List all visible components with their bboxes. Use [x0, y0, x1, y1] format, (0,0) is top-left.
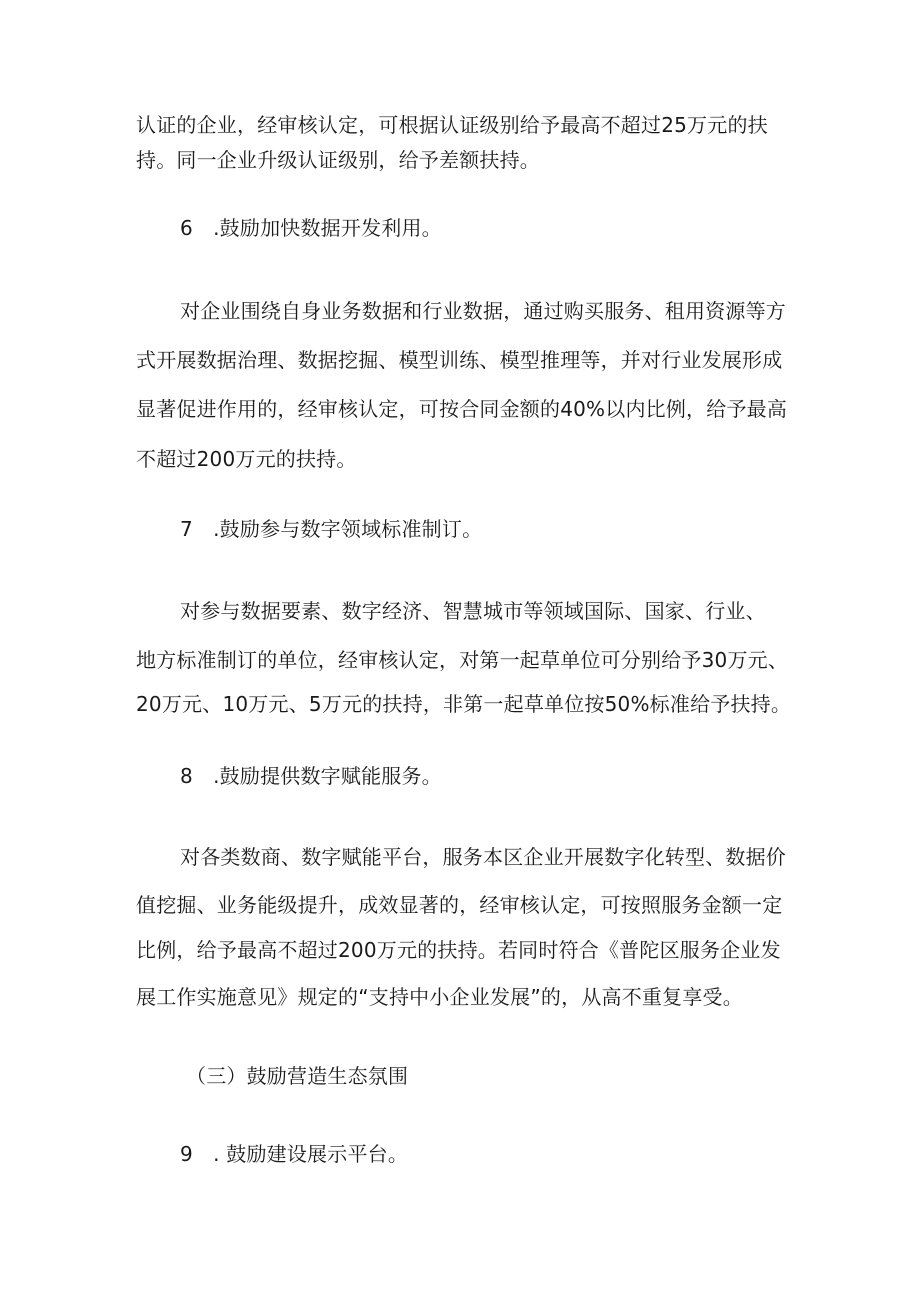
paragraph-line: 值挖掘、业务能级提升，成效显著的，经审核认定，可按照服务金额一定 [136, 893, 783, 917]
paragraph-line: 不超过200万元的扶持。 [136, 447, 357, 471]
paragraph-line: 对各类数商、数字赋能平台，服务本区企业开展数字化转型、数据价 [180, 845, 786, 869]
section-heading-7: 7 .鼓励参与数字领域标准制订。 [180, 517, 483, 541]
paragraph-line: 地方标准制订的单位，经审核认定，对第一起草单位可分别给予30万元、 [136, 648, 789, 672]
paragraph-line: 持。同一企业升级认证级别，给予差额扶持。 [136, 148, 540, 172]
paragraph-line: 20万元、10万元、5万元的扶持，非第一起草单位按50%标准给予扶持。 [136, 692, 792, 716]
paragraph-line: 式开展数据治理、数据挖掘、模型训练、模型推理等，并对行业发展形成 [136, 348, 783, 372]
section-heading-8: 8 .鼓励提供数字赋能服务。 [180, 764, 442, 788]
paragraph-line: 认证的企业，经审核认定，可根据认证级别给予最高不超过25万元的扶 [136, 113, 768, 137]
paragraph-line: 对参与数据要素、数字经济、智慧城市等领域国际、国家、行业、 [180, 599, 766, 623]
paragraph-line: 显著促进作用的，经审核认定，可按合同金额的40%以内比例，给予最高 [136, 397, 788, 421]
section-heading-6: 6 .鼓励加快数据开发利用。 [180, 216, 442, 240]
paragraph-line: 展工作实施意见》规定的“支持中小企业发展”的，从高不重复享受。 [136, 985, 743, 1009]
section-heading-3: （三）鼓励营造生态氛围 [186, 1064, 409, 1088]
paragraph-line: 对企业围绕自身业务数据和行业数据，通过购买服务、租用资源等方 [180, 299, 786, 323]
paragraph-line: 比例，给予最高不超过200万元的扶持。若同时符合《普陀区服务企业发 [136, 938, 781, 962]
section-heading-9: 9 . 鼓励建设展示平台。 [180, 1142, 409, 1166]
